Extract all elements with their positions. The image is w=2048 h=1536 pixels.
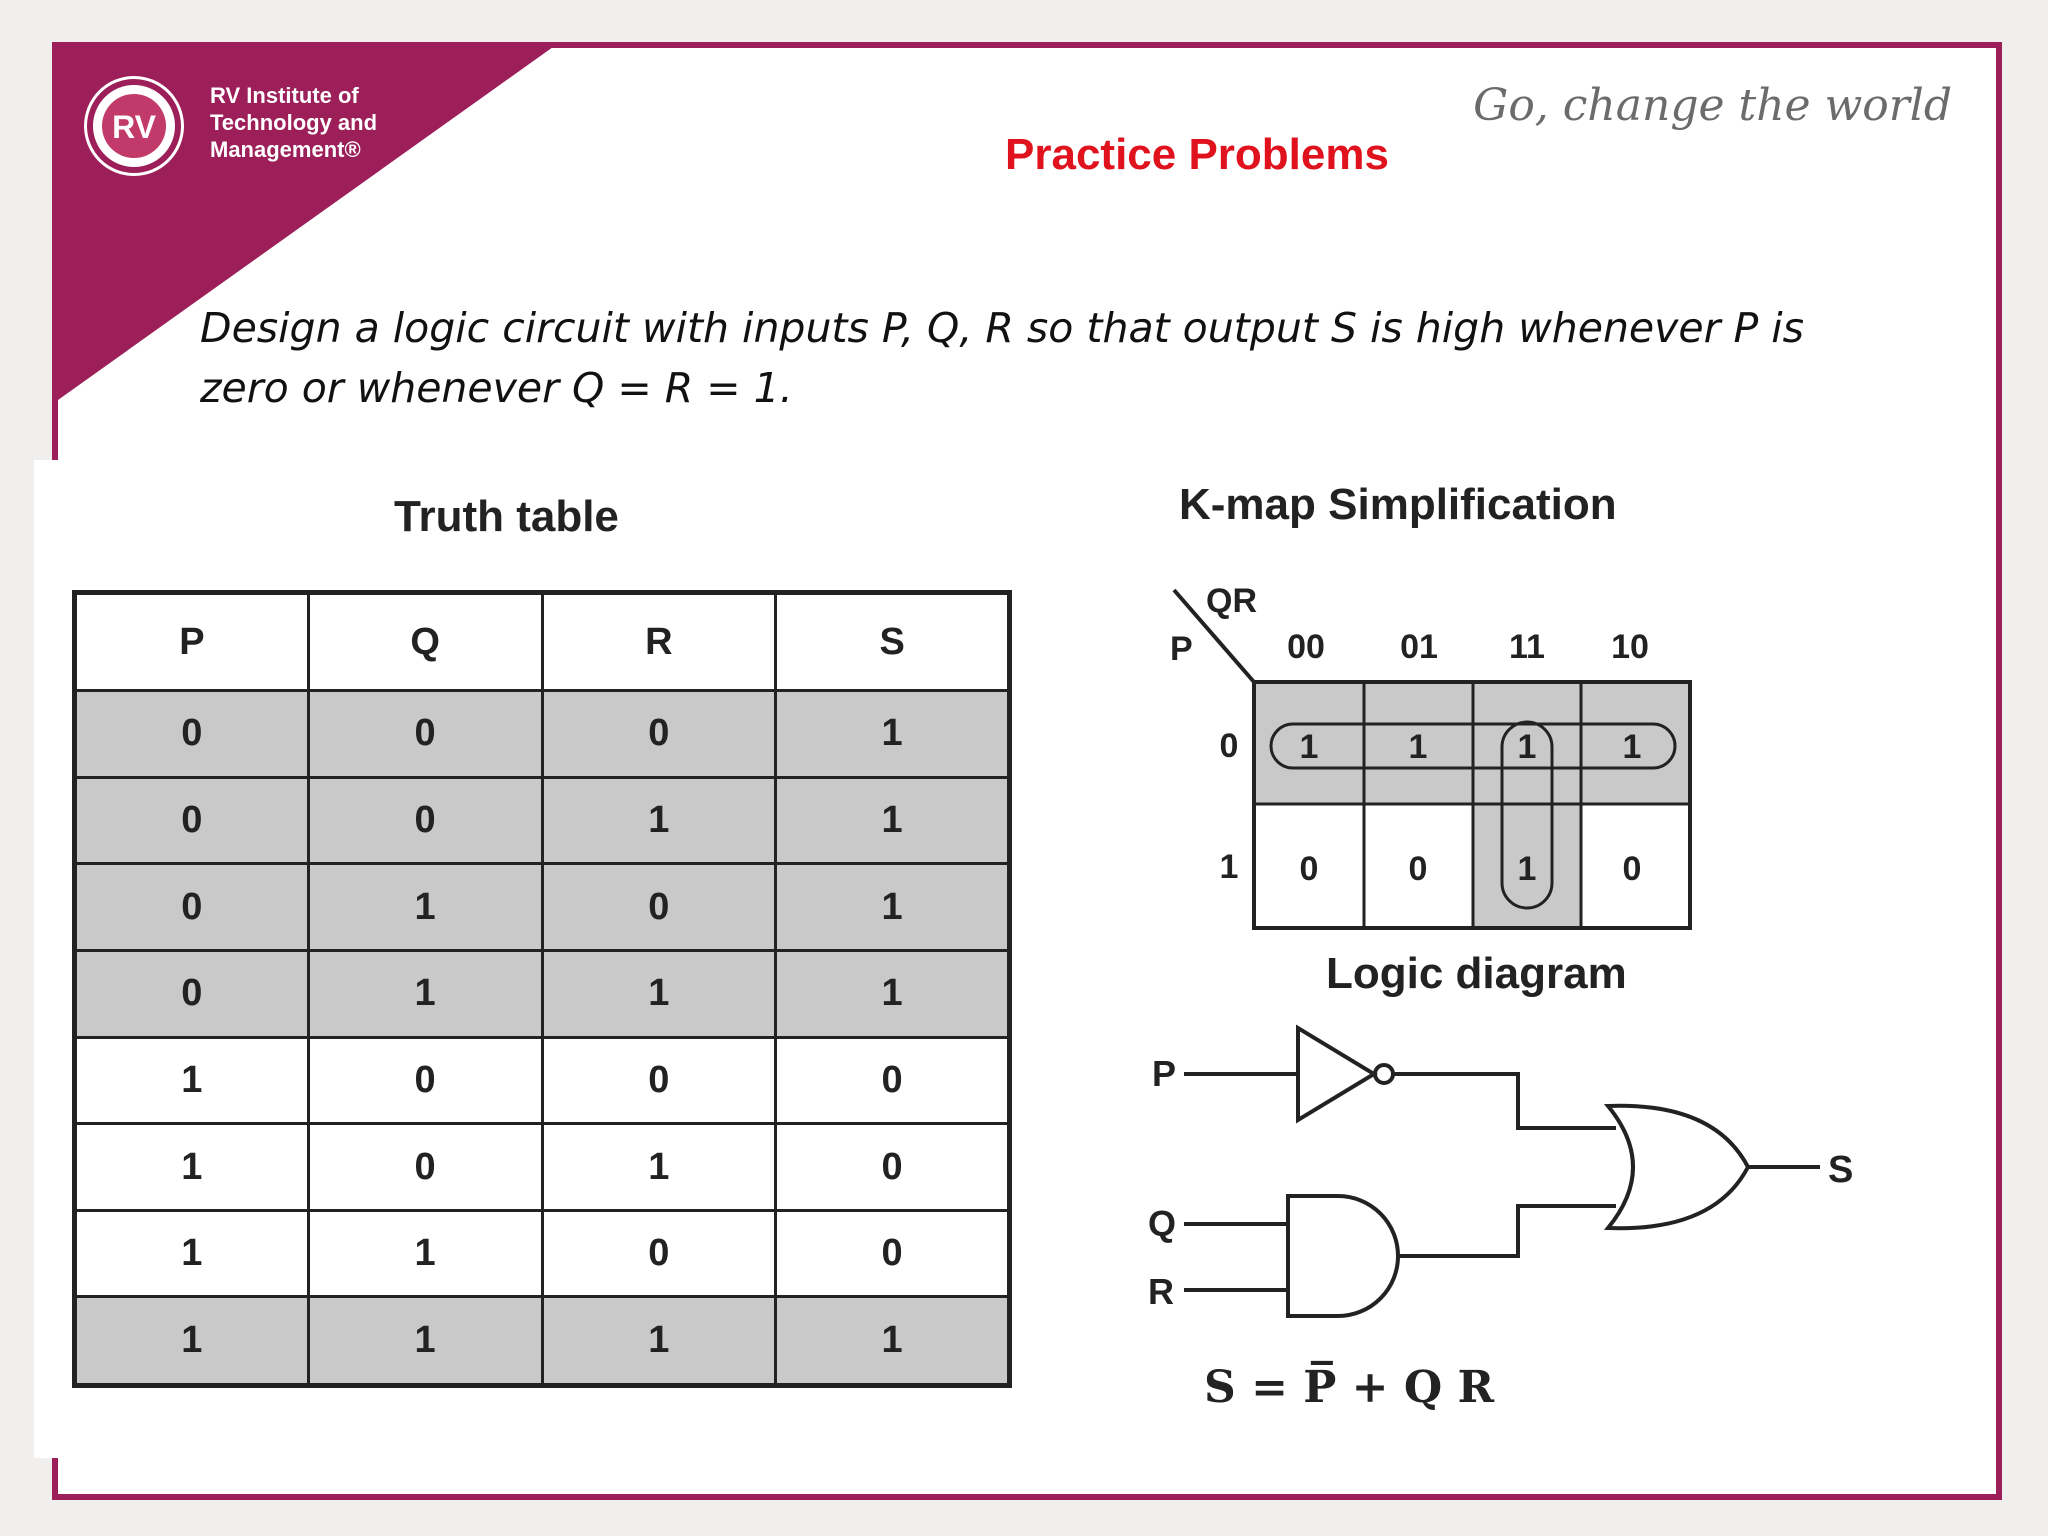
- logo-monogram: RV: [112, 109, 156, 145]
- logic-diagram: [1148, 1028, 1853, 1316]
- truth-table-cell: 0: [75, 691, 309, 778]
- kmap-cell: 0: [1408, 850, 1428, 888]
- header-s: S: [776, 593, 1010, 691]
- tagline: Go, change the world: [1473, 80, 1952, 131]
- truth-table-cell: 1: [75, 1210, 309, 1297]
- kmap-col-header: 00: [1287, 628, 1325, 666]
- kmap-caption: K-map Simplification: [1179, 480, 1617, 529]
- truth-table-cell: 1: [75, 1297, 309, 1386]
- truth-table-cell: 0: [542, 1037, 776, 1124]
- input-q-label: Q: [1148, 1203, 1177, 1244]
- truth-table-cell: 0: [542, 864, 776, 951]
- truth-table-cell: 0: [776, 1124, 1010, 1211]
- not-gate-icon: [1298, 1028, 1374, 1120]
- kmap-col-var: QR: [1206, 582, 1257, 620]
- truth-table-cell: 1: [542, 950, 776, 1037]
- and-gate-icon: [1288, 1196, 1398, 1316]
- kmap-row-header: 1: [1219, 848, 1239, 886]
- institute-name-line: RV Institute of: [210, 83, 359, 108]
- institute-name-line: Management®: [210, 137, 361, 162]
- logic-diagram-caption: Logic diagram: [1326, 949, 1627, 998]
- kmap-cell: 0: [1622, 850, 1642, 888]
- truth-table-cell: 1: [542, 1124, 776, 1211]
- truth-table-cell: 0: [776, 1037, 1010, 1124]
- kmap-cell: 1: [1622, 728, 1642, 766]
- header-p: P: [75, 593, 309, 691]
- truth-table-cell: 1: [308, 864, 542, 951]
- kmap-row-var: P: [1170, 630, 1193, 668]
- institute-name-line: Technology and: [210, 110, 378, 135]
- truth-table-cell: 1: [776, 950, 1010, 1037]
- truth-table-cell: 1: [776, 691, 1010, 778]
- kmap-cell: 1: [1299, 728, 1319, 766]
- kmap-cell: 1: [1517, 850, 1537, 888]
- truth-table-cell: 1: [75, 1037, 309, 1124]
- kmap-row-header: 0: [1219, 727, 1239, 765]
- truth-table-cell: 0: [75, 864, 309, 951]
- input-p-label: P: [1152, 1053, 1177, 1094]
- header-r: R: [542, 593, 776, 691]
- kmap-cell: 1: [1408, 728, 1428, 766]
- truth-table-cell: 1: [776, 864, 1010, 951]
- kmap-col-header: 01: [1400, 628, 1438, 666]
- kmap-and-logic-diagram: [34, 460, 1934, 1460]
- kmap-col-header: 10: [1611, 628, 1649, 666]
- truth-table-caption: Truth table: [394, 492, 619, 541]
- kmap: [1170, 582, 1690, 928]
- boolean-equation: [1204, 1359, 1495, 1413]
- truth-table-cell: 1: [542, 777, 776, 864]
- kmap-col-header: 11: [1509, 628, 1545, 666]
- institute-name: [210, 82, 377, 163]
- truth-table-cell: 1: [308, 1297, 542, 1386]
- truth-table-cell: 0: [542, 691, 776, 778]
- truth-table-cell: 0: [75, 777, 309, 864]
- truth-table-cell: 0: [776, 1210, 1010, 1297]
- truth-table-cell: 1: [776, 777, 1010, 864]
- kmap-cell: 0: [1299, 850, 1319, 888]
- truth-table-cell: 1: [542, 1297, 776, 1386]
- output-s-label: S: [1828, 1149, 1854, 1191]
- kmap-cell: 1: [1517, 728, 1537, 766]
- truth-table-cell: 1: [308, 950, 542, 1037]
- truth-table-cell: 0: [308, 1037, 542, 1124]
- truth-table-cell: 0: [308, 777, 542, 864]
- truth-table-cell: 1: [776, 1297, 1010, 1386]
- header-q: Q: [308, 593, 542, 691]
- truth-table-cell: 0: [308, 1124, 542, 1211]
- institute-logo-icon: [84, 76, 184, 176]
- truth-table-cell: 1: [75, 1124, 309, 1211]
- or-gate-icon: [1608, 1106, 1748, 1228]
- truth-table-cell: 0: [75, 950, 309, 1037]
- truth-table-cell: 0: [308, 691, 542, 778]
- truth-table-cell: 1: [308, 1210, 542, 1297]
- problem-statement: Design a logic circuit with inputs P, Q, R so that output S is high whenever P is zero or whenever Q = R = 1.: [200, 304, 1805, 412]
- truth-table-cell: 0: [542, 1210, 776, 1297]
- figure: [34, 460, 1934, 1460]
- equation-text: S = P̅ + Q R: [1204, 1362, 1495, 1413]
- input-r-label: R: [1148, 1271, 1174, 1312]
- slide-title: Practice Problems: [1005, 130, 1389, 179]
